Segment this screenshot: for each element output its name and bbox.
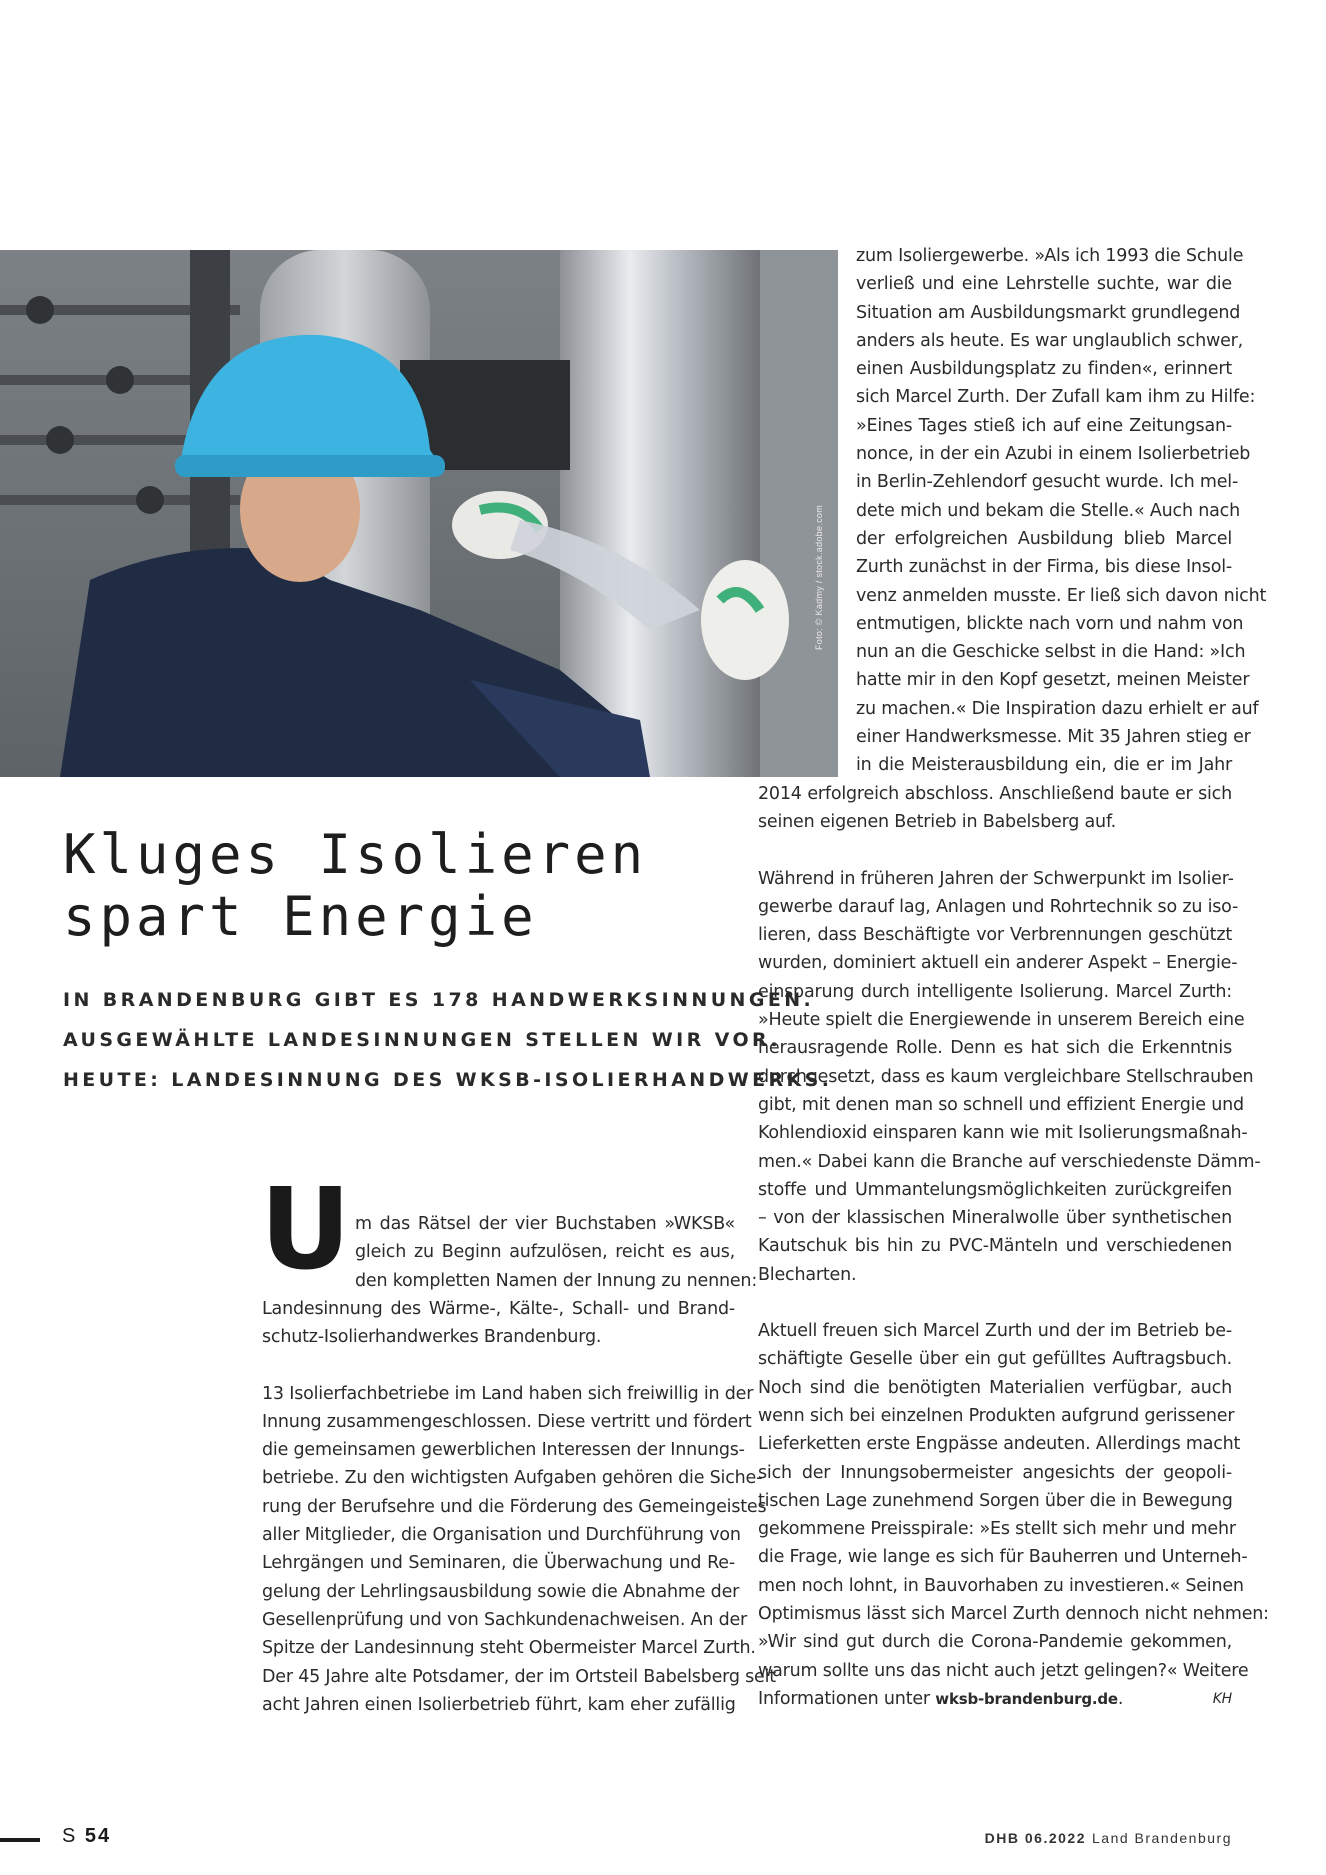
text-line: entmutigen, blickte nach vorn und nahm von bbox=[856, 613, 1244, 634]
text-line: »Eines Tages stieß ich auf eine Zeitungsan- bbox=[856, 415, 1232, 436]
final-line: Informationen unter wksb-brandenburg.de. KH bbox=[758, 1685, 1232, 1713]
text-line: Kohlendioxid einsparen kann wie mit Isolierungsmaßnah- bbox=[758, 1123, 1248, 1144]
text-line: Kautschuk bis hin zu PVC-Mänteln und verschiedenen bbox=[758, 1236, 1232, 1257]
photo-credit: Foto: © Kadmy / stock.adobe.com bbox=[814, 505, 824, 650]
text-line: lieren, dass Beschäftigte vor Verbrennungen geschützt bbox=[758, 925, 1232, 946]
text-line: Situation am Ausbildungsmarkt grundlegend bbox=[856, 302, 1241, 323]
text-line: men.« Dabei kann die Branche auf verschiedenste Dämm- bbox=[758, 1151, 1261, 1172]
dropcap: U bbox=[260, 1165, 351, 1295]
text-line: zu machen.« Die Inspiration dazu erhielt er auf bbox=[856, 698, 1259, 719]
text-line: sich Marcel Zurth. Der Zufall kam ihm zu Hilfe: bbox=[856, 387, 1256, 408]
text-line: Landesinnung des Wärme-, Kälte-, Schall- und Brand- bbox=[262, 1299, 735, 1319]
text-line: nonce, in der ein Azubi in einem Isolierbetrieb bbox=[856, 444, 1251, 465]
text-line: in die Meisterausbildung ein, die er im Jahr bbox=[856, 755, 1232, 776]
text-line: Lehrgängen und Seminaren, die Überwachung und Re- bbox=[262, 1553, 735, 1574]
text-line: herausragende Rolle. Denn es hat sich die Erkenntnis bbox=[758, 1038, 1232, 1059]
author-initials: KH bbox=[1212, 1690, 1232, 1707]
text-line: den kompletten Namen der Innung zu nennen: bbox=[355, 1270, 758, 1291]
text-line: stoffe und Ummantelungsmöglichkeiten zurückgreifen bbox=[758, 1179, 1232, 1200]
text-line: m das Rätsel der vier Buchstaben »WKSB« bbox=[355, 1214, 735, 1234]
text-line: sich der Innungsobermeister angesichts der geopoli- bbox=[758, 1462, 1232, 1483]
text-line: durchgesetzt, dass es kaum vergleichbare Stellschrauben bbox=[758, 1066, 1254, 1087]
footer-rule bbox=[0, 1838, 40, 1842]
website-link[interactable]: wksb-brandenburg.de bbox=[935, 1689, 1118, 1708]
text-line: Innung zusammengeschlossen. Diese vertritt und fördert bbox=[262, 1411, 752, 1432]
column-2 bbox=[758, 780, 1269, 1713]
text-line: warum sollte uns das nicht auch jetzt gelingen?« Weitere bbox=[758, 1660, 1249, 1681]
text-line: tischen Lage zunehmend Sorgen über die in Bewegung bbox=[758, 1490, 1233, 1511]
text-line: die Frage, wie lange es sich für Bauherren und Unterneh- bbox=[758, 1547, 1248, 1568]
text-line: gekommene Preisspirale: »Es stellt sich mehr und mehr bbox=[758, 1519, 1236, 1540]
text-line: der erfolgreichen Ausbildung blieb Marcel bbox=[856, 528, 1232, 549]
text-line: aller Mitglieder, die Organisation und Durchführung von bbox=[262, 1525, 741, 1546]
text-line: – von der klassischen Mineralwolle über synthetischen bbox=[758, 1208, 1232, 1229]
text-line: acht Jahren einen Isolierbetrieb führt, kam eher zufällig bbox=[262, 1694, 736, 1715]
text-line: »Wir sind gut durch die Corona-Pandemie gekommen, bbox=[758, 1632, 1232, 1653]
text-line: Der 45 Jahre alte Potsdamer, der im Ortsteil Babelsberg seit bbox=[262, 1666, 776, 1687]
worker-photo-illustration bbox=[0, 250, 838, 777]
text-line: betriebe. Zu den wichtigsten Aufgaben gehören die Siche- bbox=[262, 1468, 763, 1489]
page-number: S 54 bbox=[62, 1825, 112, 1847]
text-line: einer Handwerksmesse. Mit 35 Jahren stieg er bbox=[856, 727, 1251, 748]
text-line: seinen eigenen Betrieb in Babelsberg auf. bbox=[758, 812, 1117, 833]
text-line: 2014 erfolgreich abschloss. Anschließend baute er sich bbox=[758, 784, 1232, 804]
column-1 bbox=[262, 1295, 776, 1719]
text-line: Lieferketten erste Engpässe andeuten. Allerdings macht bbox=[758, 1434, 1241, 1455]
text-line: nun an die Geschicke selbst in die Hand: »Ich bbox=[856, 642, 1246, 663]
text-line: hatte mir in den Kopf gesetzt, meinen Meister bbox=[856, 670, 1250, 691]
article-photo bbox=[0, 250, 838, 777]
text-line: verließ und eine Lehrstelle suchte, war die bbox=[856, 274, 1232, 295]
text-line: schäftigte Geselle über ein gut gefülltes Auftragsbuch. bbox=[758, 1349, 1232, 1370]
text-line: gelung der Lehrlingsausbildung sowie die Abnahme der bbox=[262, 1581, 740, 1602]
footer-issue: DHB 06.2022 Land Brandenburg bbox=[984, 1830, 1232, 1846]
text-line: zum Isoliergewerbe. »Als ich 1993 die Schule bbox=[856, 246, 1244, 266]
text-line: Zurth zunächst in der Firma, bis diese Insol- bbox=[856, 557, 1232, 578]
text-line: Noch sind die benötigten Materialien verfügbar, auch bbox=[758, 1377, 1232, 1398]
text-line: gibt, mit denen man so schnell und effizient Energie und bbox=[758, 1094, 1244, 1115]
text-line: rung der Berufsehre und die Förderung des Gemeingeistes bbox=[262, 1496, 767, 1517]
text-line: Spitze der Landesinnung steht Obermeister Marcel Zurth. bbox=[262, 1638, 756, 1659]
text-line: 13 Isolierfachbetriebe im Land haben sich freiwillig in der bbox=[262, 1383, 754, 1404]
text-line: einen Ausbildungsplatz zu finden«, erinnert bbox=[856, 359, 1232, 380]
text-line: in Berlin-Zehlendorf gesucht wurde. Ich mel- bbox=[856, 472, 1239, 493]
text-line: men noch lohnt, in Bauvorhaben zu investieren.« Seinen bbox=[758, 1575, 1244, 1596]
article-subtitle: IN BRANDENBURG GIBT ES 178 HANDWERKSINNUNGEN. AUSGEWÄHLTE LANDESINNUNGEN STELLEN WIR VOR. HEUTE: LANDESINNUNG DES WKSB-ISOLIERHANDWERKS. bbox=[63, 989, 833, 1091]
text-line: venz anmelden musste. Er ließ sich davon nicht bbox=[856, 585, 1267, 606]
text-line: einsparung durch intelligente Isolierung. Marcel Zurth: bbox=[758, 981, 1232, 1002]
text-line: Optimismus lässt sich Marcel Zurth dennoch nicht nehmen: bbox=[758, 1604, 1269, 1625]
intro-lines bbox=[355, 1210, 758, 1295]
column-2-top bbox=[856, 242, 1267, 780]
text-line: gewerbe darauf lag, Anlagen und Rohrtechnik so zu iso- bbox=[758, 896, 1239, 917]
text-line: anders als heute. Es war unglaublich schwer, bbox=[856, 330, 1244, 351]
text-line: gleich zu Beginn aufzulösen, reicht es aus, bbox=[355, 1242, 735, 1263]
text-line: wurden, dominiert aktuell ein anderer Aspekt – Energie- bbox=[758, 953, 1238, 974]
text-line: die gemeinsamen gewerblichen Interessen der Innungs- bbox=[262, 1440, 745, 1461]
article-title: Kluges Isolieren spart Energie bbox=[63, 823, 648, 948]
text-line: Gesellenprüfung und von Sachkundenachweisen. An der bbox=[262, 1609, 748, 1630]
text-line: Aktuell freuen sich Marcel Zurth und der im Betrieb be- bbox=[758, 1321, 1232, 1342]
text-line: »Heute spielt die Energiewende in unserem Bereich eine bbox=[758, 1010, 1245, 1031]
text-line: dete mich und bekam die Stelle.« Auch nach bbox=[856, 500, 1240, 521]
text-line: schutz-Isolierhandwerkes Brandenburg. bbox=[262, 1327, 602, 1348]
text-line: wenn sich bei einzelnen Produkten aufgrund gerissener bbox=[758, 1405, 1235, 1426]
text-line: Blecharten. bbox=[758, 1264, 857, 1285]
text-line: Während in früheren Jahren der Schwerpunkt im Isolier- bbox=[758, 868, 1234, 889]
